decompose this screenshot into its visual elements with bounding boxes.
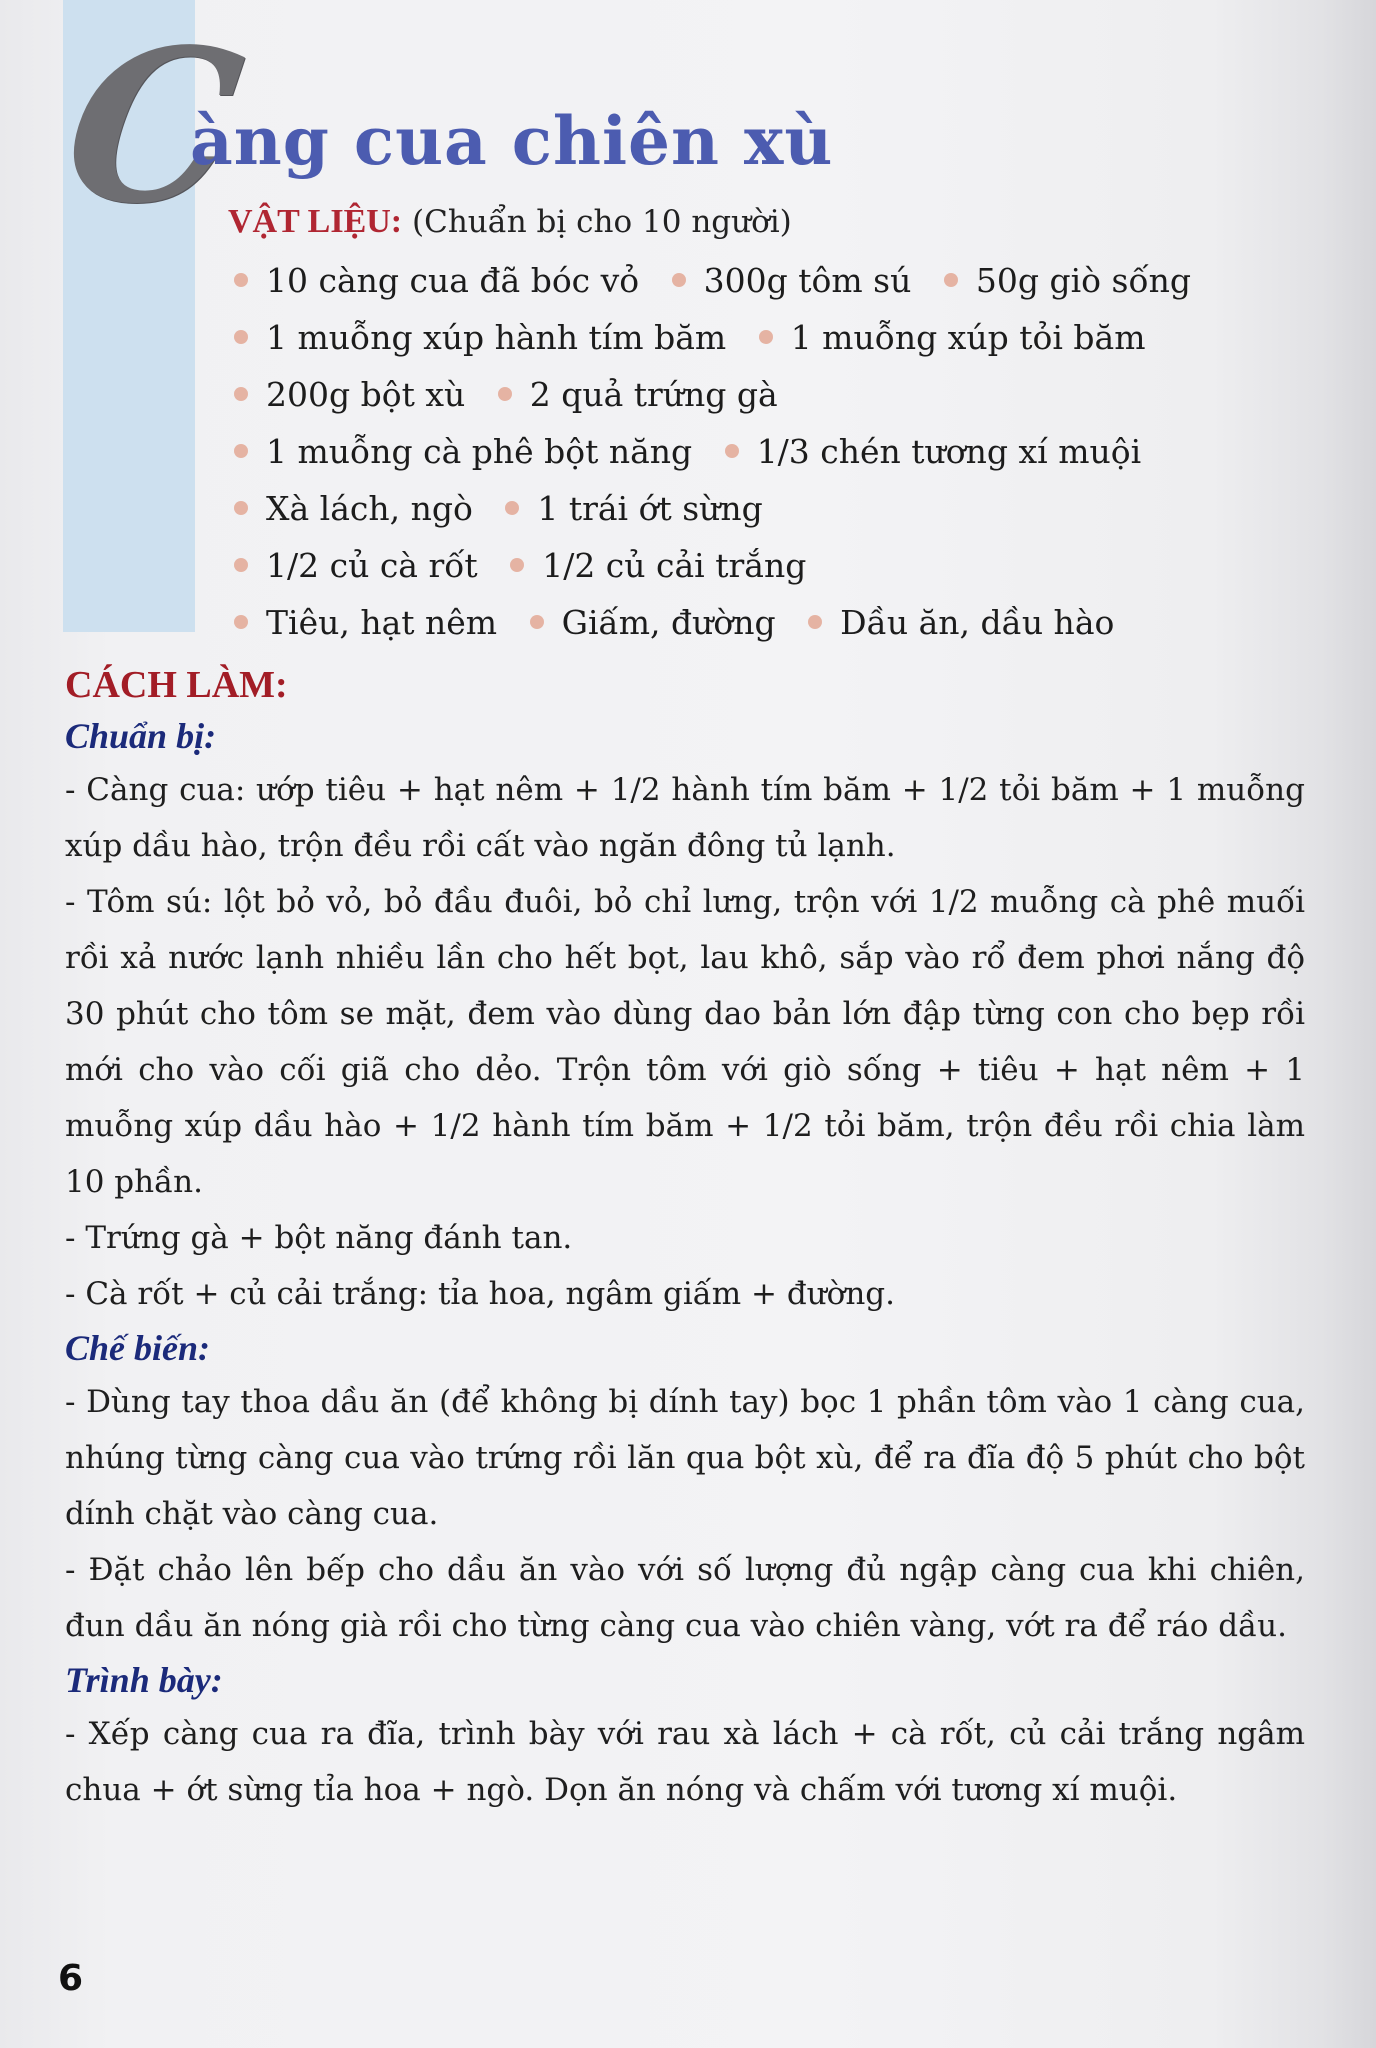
- step-paragraph: - Đặt chảo lên bếp cho dầu ăn vào với số lượng đủ ngập càng cua khi chiên, đun dầu ăn nóng già rồi cho từng càng cua vào chiên vàng, vớt ra để ráo dầu.: [65, 1552, 1305, 1644]
- ingredient-item: 50g giò sống: [938, 252, 1191, 309]
- ingredient-item: 10 càng cua đã bóc vỏ: [228, 252, 639, 309]
- ingredient-row: [228, 594, 1348, 651]
- ingredient-item: Tiêu, hạt nêm: [228, 594, 497, 651]
- step-paragraph: - Dùng tay thoa dầu ăn (để không bị dính tay) bọc 1 phần tôm vào 1 càng cua, nhúng từng càng cua vào trứng rồi lăn qua bột xù, để ra đĩa độ 5 phút cho bột dính chặt vào càng cua.: [65, 1384, 1305, 1532]
- ingredient-item: 1 muỗng cà phê bột năng: [228, 423, 692, 480]
- step-paragraph: - Xếp càng cua ra đĩa, trình bày với rau xà lách + cà rốt, củ cải trắng ngâm chua + ớt sừng tỉa hoa + ngò. Dọn ăn nóng và chấm với tương xí muội.: [65, 1716, 1305, 1808]
- ingredient-row: [228, 252, 1348, 309]
- subheading-preparation: Chuẩn bị:: [65, 716, 217, 756]
- ingredients-section: [228, 200, 1348, 651]
- method-heading: CÁCH LÀM:: [65, 664, 288, 706]
- bullet-dot-icon: [234, 558, 248, 572]
- ingredient-item: Dầu ăn, dầu hào: [802, 594, 1114, 651]
- bullet-dot-icon: [725, 444, 739, 458]
- ingredient-item: 200g bột xù: [228, 366, 465, 423]
- title-text: àng cua chiên xù: [190, 102, 834, 180]
- ingredients-label: VẬT LIỆU:: [228, 203, 403, 240]
- ingredient-item: 300g tôm sú: [666, 252, 912, 309]
- ingredient-item: 1/2 củ cà rốt: [228, 537, 478, 594]
- bullet-dot-icon: [234, 330, 248, 344]
- ingredient-item: Giấm, đường: [524, 594, 776, 651]
- bullet-dot-icon: [234, 501, 248, 515]
- step-paragraph: - Càng cua: ướp tiêu + hạt nêm + 1/2 hành tím băm + 1/2 tỏi băm + 1 muỗng xúp dầu hào, trộn đều rồi cất vào ngăn đông tủ lạnh.: [65, 772, 1305, 864]
- ingredient-row: [228, 480, 1348, 537]
- bullet-dot-icon: [944, 273, 958, 287]
- bullet-dot-icon: [759, 330, 773, 344]
- bullet-dot-icon: [234, 387, 248, 401]
- ingredient-item: Xà lách, ngò: [228, 480, 473, 537]
- bullet-dot-icon: [808, 615, 822, 629]
- ingredient-item: 1 muỗng xúp tỏi băm: [753, 309, 1146, 366]
- bullet-dot-icon: [530, 615, 544, 629]
- page-number: 6: [58, 1958, 84, 1999]
- step-paragraph: - Tôm sú: lột bỏ vỏ, bỏ đầu đuôi, bỏ chỉ lưng, trộn với 1/2 muỗng cà phê muối rồi xả nước lạnh nhiều lần cho hết bọt, lau khô, sắp vào rổ đem phơi nắng độ 30 phút cho tôm se mặt, đem vào dùng dao bản lớn đập từng con cho bẹp rồi mới cho vào cối giã cho dẻo. Trộn tôm với giò sống + tiêu + hạt nêm + 1 muỗng xúp dầu hào + 1/2 hành tím băm + 1/2 tỏi băm, trộn đều rồi chia làm 10 phần.: [65, 884, 1305, 1200]
- step-paragraph: - Trứng gà + bột năng đánh tan.: [65, 1220, 573, 1256]
- ingredient-item: 1/2 củ cải trắng: [504, 537, 806, 594]
- ingredient-item: 2 quả trứng gà: [492, 366, 778, 423]
- bullet-dot-icon: [498, 387, 512, 401]
- bullet-dot-icon: [672, 273, 686, 287]
- ingredient-row: [228, 309, 1348, 366]
- step-paragraph: - Cà rốt + củ cải trắng: tỉa hoa, ngâm giấm + đường.: [65, 1276, 896, 1312]
- bullet-dot-icon: [234, 273, 248, 287]
- title-drop-cap: C: [52, 3, 255, 250]
- ingredient-row: [228, 366, 1348, 423]
- method-section: [65, 660, 1305, 1818]
- ingredient-item: 1 muỗng xúp hành tím băm: [228, 309, 726, 366]
- bullet-dot-icon: [510, 558, 524, 572]
- servings-note: (Chuẩn bị cho 10 người): [412, 204, 792, 240]
- bullet-dot-icon: [505, 501, 519, 515]
- bullet-dot-icon: [234, 615, 248, 629]
- ingredient-item: 1/3 chén tương xí muội: [719, 423, 1141, 480]
- subheading-cooking: Chế biến:: [65, 1328, 211, 1368]
- subheading-presentation: Trình bày:: [65, 1660, 223, 1700]
- bullet-dot-icon: [234, 444, 248, 458]
- ingredient-row: [228, 537, 1348, 594]
- ingredients-heading: [228, 200, 1348, 244]
- ingredient-item: 1 trái ớt sừng: [499, 480, 762, 537]
- ingredient-row: [228, 423, 1348, 480]
